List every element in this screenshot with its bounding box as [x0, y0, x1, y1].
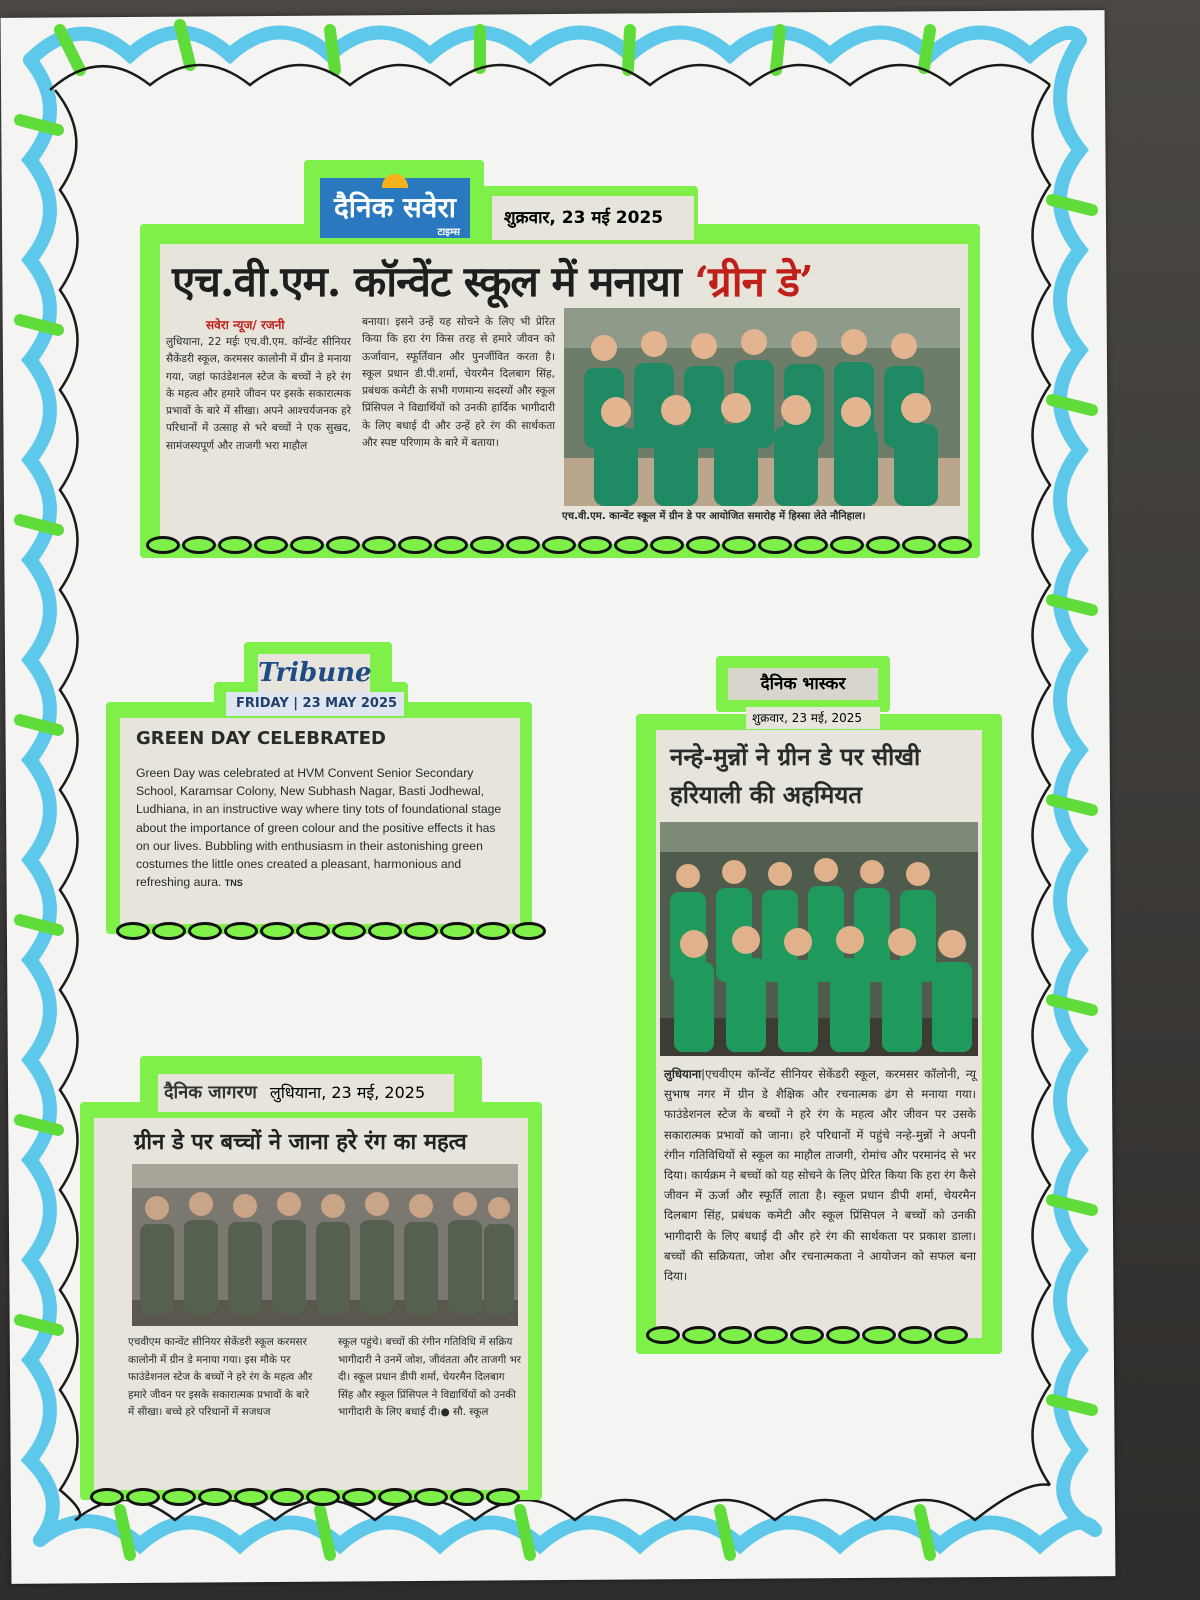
savera-column-1: लुधियाना, 22 मईः एच.वी.एम. कॉन्वेंट सीनियर सैकेंडरी स्कूल, करमसर कालोनी में ग्रीन डे मनाया गया, जहां फाउंडेशनल स्टेज के बच्चों ने हरे रंग के महत्व और हमारे जीवन पर इसके सकारात्मक प्रभावों के बारे में सीखा। अपने आश्चर्यजनक हरे परिधानों में उत्साह से भरे बच्चों ने एक सुखद, सामंजस्यपूर्ण और ताजगी भरा माहौल — [166, 336, 351, 452]
bhaskar-clipping — [656, 730, 982, 1338]
tribune-logo: Tribune — [258, 654, 370, 692]
dainik-bhaskar-logo: दैनिक भास्कर — [728, 668, 878, 700]
savera-headline: एच.वी.एम. कॉन्वेंट स्कूल में मनाया ‘ग्रीन डे’ — [172, 257, 813, 306]
bhaskar-date: शुक्रवार, 23 मई, 2025 — [746, 707, 880, 729]
tribune-blob-border — [116, 922, 546, 944]
bhaskar-children-group-photo — [660, 822, 978, 1056]
jagran-children-group-photo — [132, 1164, 518, 1326]
savera-column-2: बनाया। इसने उन्हें यह सोचने के लिए भी प्रेरित किया कि हरा रंग किस तरह से हमारे जीवन को ऊर्जावान, स्फूर्तिवान और पुनर्जीवित करता है। स्कूल प्रधान डी.पी.शर्मा, चेयरमैन दिलबाग सिंह, प्रबंधक कमेटी के सभी गणमान्य सदस्यों और स्कूल प्रिंसिपल ने विद्यार्थियों को उनकी हार्दिक भागीदारी के लिए बधाई दी और उन्हें हरे रंग की सार्थकता और स्पष्ट परिणाम के बारे में बताया। — [362, 316, 555, 450]
jagran-masthead — [158, 1074, 454, 1112]
tribune-clipping — [120, 718, 520, 924]
savera-blob-border — [146, 536, 972, 558]
dainik-jagran-logo: दैनिक जागरण — [164, 1082, 257, 1103]
tribune-article: Green Day was celebrated at HVM Convent Senior Secondary School, Karamsar Colony, New Subhash Nagar, Basti Jodhewal, Ludhiana, in an instructive way where tiny tots of foundational stage about the importance of green colour and the positive effects it has on our lives. Bubbling with enthusiasm in their astonishing green costumes the little ones created a pleasant, harmonious and refreshing aura. TNS — [136, 766, 502, 890]
jagran-clipping — [94, 1118, 528, 1490]
bhaskar-blob-border — [646, 1326, 968, 1348]
tribune-date: FRIDAY | 23 MAY 2025 — [226, 692, 404, 716]
savera-clipping — [160, 244, 968, 544]
bhaskar-headline: नन्हे-मुन्नों ने ग्रीन डे पर सीखी हरियाली की अहमियत — [670, 743, 921, 809]
tribune-headline: GREEN DAY CELEBRATED — [136, 728, 386, 749]
savera-byline: सवेरा न्यूज/ रजनी — [206, 318, 285, 332]
jagran-blob-border — [90, 1488, 520, 1510]
jagran-column-1: एचवीएम कान्वेंट सीनियर सेकेंडरी स्कूल करमसर कालोनी में ग्रीन डे मनाया गया। इस मौके पर फाउंडेशनल स्टेज के बच्चों ने हरे रंग के महत्व और हमारे जीवन पर इसके सकारात्मक प्रभावों के बारे में सीखा। बच्चे हरे परिधानों में सजधज — [128, 1336, 313, 1419]
jagran-headline: ग्रीन डे पर बच्चों ने जाना हरे रंग का महत्व — [134, 1130, 467, 1155]
jagran-column-2: स्कूल पहुंचे। बच्चों की रंगीन गतिविधि में सक्रिय भागीदारी ने उनमें जोश, जीवंतता और ताजगी भर दी। स्कूल प्रधान डीपी शर्मा, चेयरमैन दिलबाग सिंह और स्कूल प्रिंसिपल ने विद्यार्थियों को उनकी भागीदारी के लिए बधाई दी।● सौ. स्कूल — [338, 1336, 522, 1419]
dainik-savera-logo: दैनिक सवेरा टाइम्स — [320, 178, 470, 238]
savera-photo-caption: एच.वी.एम. कान्वेंट स्कूल में ग्रीन डे पर आयोजित समारोह में हिस्सा लेते नौनिहाल। — [562, 511, 866, 522]
jagran-date: लुधियाना, 23 मई, 2025 — [269, 1083, 426, 1102]
savera-children-group-photo — [564, 308, 960, 506]
savera-date: शुक्रवार, 23 मई 2025 — [492, 196, 694, 240]
bhaskar-article: लुधियाना|एचवीएम कॉन्वेंट सीनियर सेकेंडरी स्कूल, करमसर कॉलोनी, न्यू सुभाष नगर में ग्रीन डे शैक्षिक और रचनात्मक ढंग से मनाया गया। फाउंडेशनल स्टेज के बच्चों ने हरे रंग के महत्व और जीवन पर उसके सकारात्मक प्रभावों को जाना। हरे परिधानों में पहुंचे नन्हे-मुन्नों ने अपनी रंगीन गतिविधियों से स्कूल का माहौल ताजगी, रोमांच और परमानंद से भर दिया। कार्यक्रम ने बच्चों को यह सोचने के लिए प्रेरित किया कि हरा रंग कैसे जीवन में ऊर्जा और स्फूर्ति लाता है। स्कूल प्रधान डीपी शर्मा, चेयरमैन दिलबाग सिंह, प्रबंधक कमेटी और स्कूल प्रिंसिपल ने बच्चों को उनकी भागीदारी के लिए बधाई दी और हरे रंग की सार्थकता पर प्रकाश डाला। बच्चों की सक्रियता, जोश और रचनात्मकता ने आयोजन को सफल बना दिया। — [664, 1067, 976, 1284]
